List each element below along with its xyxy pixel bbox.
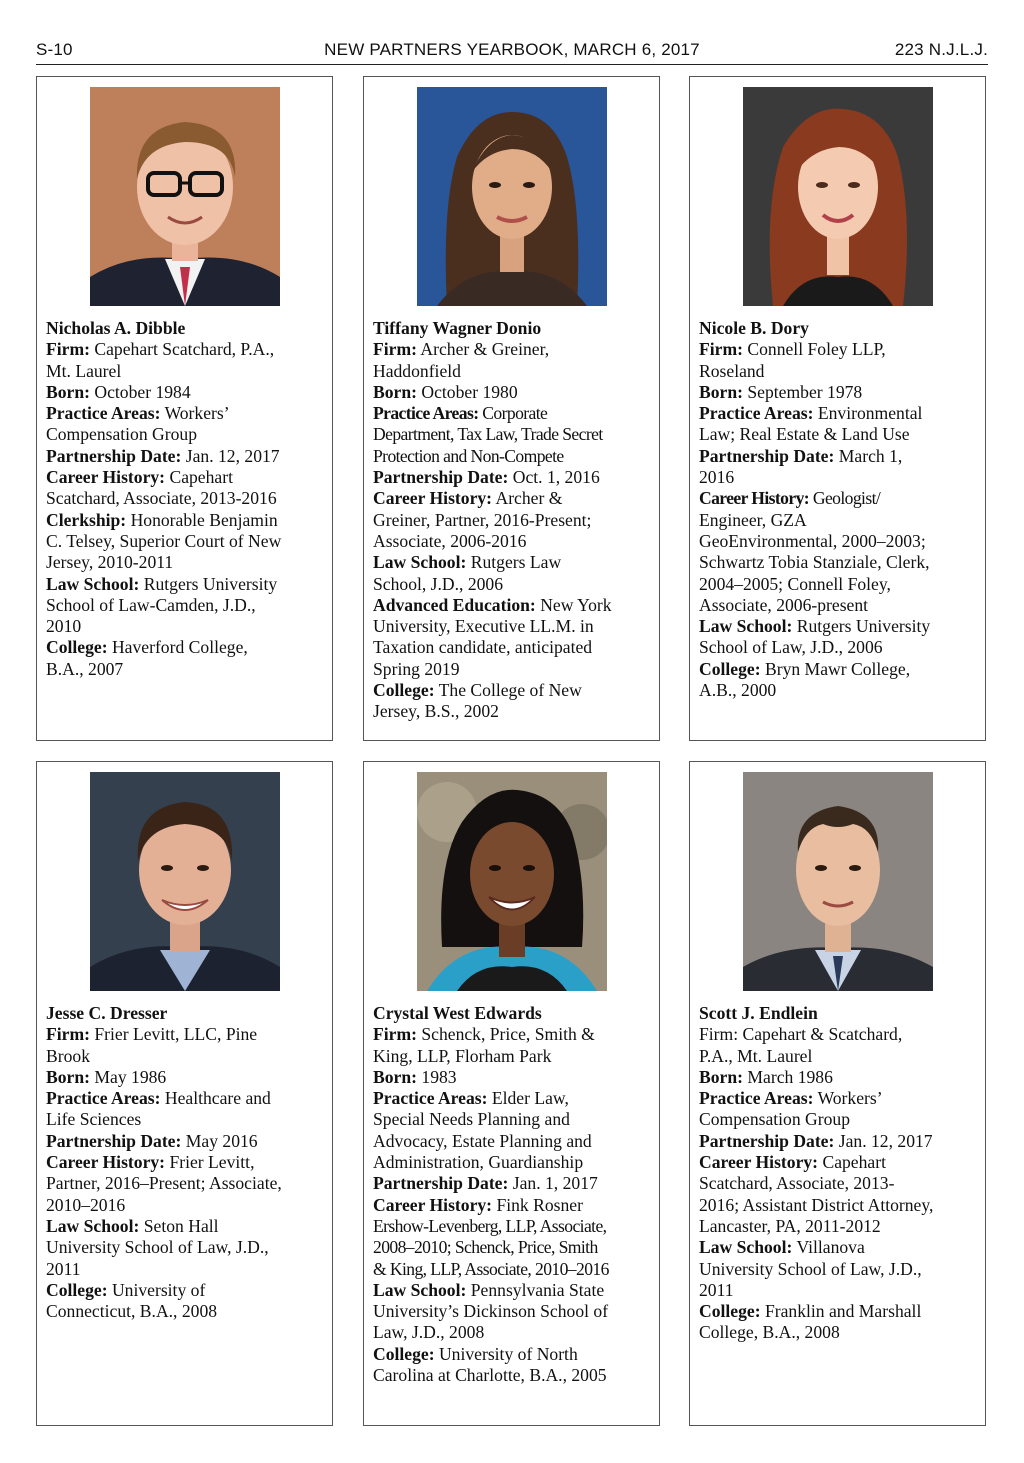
partner-name: Scott J. Endlein [699, 1003, 818, 1023]
field-value: School of Law, J.D., 2006 [699, 637, 883, 658]
field-label: Firm: [373, 1024, 417, 1045]
partner-name: Jesse C. Dresser [46, 1003, 168, 1023]
field-value: Jersey, 2010-2011 [46, 552, 174, 573]
bio-line [699, 595, 979, 616]
field-value: Workers’ [817, 1088, 883, 1109]
field-label: Law School: [373, 552, 467, 573]
bio-line [46, 403, 326, 424]
field-label: Firm: [46, 339, 90, 360]
bio-line [373, 595, 653, 616]
field-label: Law School: [699, 1237, 793, 1258]
bio-line [373, 1173, 653, 1194]
bio-line [373, 1046, 653, 1067]
field-label: Practice Areas: [373, 1088, 488, 1109]
bio-line [373, 1088, 653, 1109]
bio-line [699, 488, 979, 509]
field-value: Seton Hall [143, 1215, 219, 1236]
field-label: Born: [373, 381, 417, 402]
portrait-photo [417, 87, 607, 306]
bio-line [699, 659, 979, 680]
field-value: Law, J.D., 2008 [373, 1322, 485, 1343]
field-label: Firm: [699, 339, 743, 360]
field-value: Haddonfield [373, 360, 461, 381]
field-value: October 1984 [94, 381, 191, 402]
field-value: 1983 [421, 1066, 457, 1087]
partner-card [36, 76, 333, 741]
partner-bio [373, 1003, 653, 1386]
field-value: Compensation Group [46, 424, 197, 445]
field-value: Pennsylvania State [470, 1279, 605, 1300]
bio-line [373, 1280, 653, 1301]
portrait-photo [90, 87, 280, 306]
bio-line [373, 531, 653, 552]
field-label: College: [373, 680, 435, 701]
bio-line [373, 467, 653, 488]
field-label: College: [46, 637, 108, 658]
bio-line [699, 1109, 979, 1130]
bio-line [46, 1131, 326, 1152]
field-label: Partnership Date: [46, 445, 182, 466]
bio-line [373, 1024, 653, 1045]
bio-line [699, 1216, 979, 1237]
field-label: Born: [699, 1066, 743, 1087]
field-value: B.A., 2007 [46, 658, 124, 679]
bio-line [699, 510, 979, 531]
bio-line [373, 701, 653, 722]
field-value: Law; Real Estate & Land Use [699, 424, 910, 445]
bio-line [373, 616, 653, 637]
bio-line [46, 1152, 326, 1173]
bio-line [699, 616, 979, 637]
bio-line [373, 403, 653, 424]
field-value: P.A., Mt. Laurel [699, 1045, 813, 1066]
bio-line [46, 616, 326, 637]
field-label: Career History: [46, 1152, 166, 1173]
field-label: Law School: [373, 1279, 467, 1300]
field-value: Rutgers University [143, 573, 278, 594]
bio-line [699, 1280, 979, 1301]
field-value: 2016; Assistant District Attorney, [699, 1194, 934, 1215]
field-value: Partner, 2016–Present; Associate, [46, 1173, 282, 1194]
field-value: Compensation Group [699, 1109, 850, 1130]
field-label: Partnership Date: [373, 1173, 509, 1194]
bio-line [46, 1024, 326, 1045]
bio-line [373, 1259, 653, 1280]
partner-bio [46, 318, 326, 680]
field-value: Roseland [699, 360, 765, 381]
field-value: 2011 [46, 1258, 81, 1279]
bio-line [46, 382, 326, 403]
bio-line [699, 1237, 979, 1258]
field-value: Honorable Benjamin [130, 509, 278, 530]
bio-line [699, 1024, 979, 1045]
field-value: University, Executive LL.M. in [373, 616, 594, 637]
bio-line [46, 531, 326, 552]
field-value: University’s Dickinson School of [373, 1301, 609, 1322]
field-value: Greiner, Partner, 2016-Present; [373, 509, 592, 530]
bio-line [46, 467, 326, 488]
bio-line [699, 1195, 979, 1216]
bio-line [699, 424, 979, 445]
page-number: S-10 [36, 40, 73, 59]
field-label: Firm: [373, 339, 417, 360]
field-value: Associate, 2006-2016 [373, 530, 527, 551]
field-value: University of North [438, 1343, 578, 1364]
partner-bio [699, 318, 979, 701]
bio-line [373, 382, 653, 403]
field-label: Practice Areas: [699, 1088, 814, 1109]
bio-line [46, 1173, 326, 1194]
field-value: Engineer, GZA [699, 509, 807, 530]
bio-line [373, 1195, 653, 1216]
field-value: September 1978 [747, 381, 863, 402]
field-value: Haverford College, [111, 637, 248, 658]
portrait-photo [743, 87, 933, 306]
field-label: Career History: [699, 1152, 819, 1173]
field-value: School of Law-Camden, J.D., [46, 594, 256, 615]
field-value: Jersey, B.S., 2002 [373, 701, 499, 722]
field-value: Archer & Greiner, [420, 339, 550, 360]
field-value: Associate, 2006-present [699, 594, 869, 615]
field-value: Fink Rosner [496, 1194, 583, 1215]
bio-line [373, 680, 653, 701]
bio-line [46, 1216, 326, 1237]
field-value: Villanova [796, 1237, 865, 1258]
partner-card [689, 761, 986, 1426]
field-label: Law School: [46, 1215, 140, 1236]
bio-line [699, 361, 979, 382]
bio-line [46, 510, 326, 531]
field-label: Firm: [46, 1024, 90, 1045]
field-value: & King, LLP, Associate, 2010–2016 [373, 1258, 609, 1279]
bio-line [46, 552, 326, 573]
field-value: Protection and Non-Compete [373, 445, 564, 466]
field-label: Born: [46, 381, 90, 402]
field-value: King, LLP, Florham Park [373, 1045, 552, 1066]
bio-line [46, 574, 326, 595]
field-value: University School of Law, J.D., [46, 1237, 269, 1258]
field-label: Partnership Date: [373, 467, 509, 488]
field-value: Schenck, Price, Smith & [421, 1024, 595, 1045]
field-label: Career History: [46, 467, 166, 488]
bio-line [46, 339, 326, 360]
field-value: Lancaster, PA, 2011-2012 [699, 1215, 881, 1236]
bio-line [699, 574, 979, 595]
bio-line [373, 361, 653, 382]
field-value: Environmental [817, 403, 923, 424]
field-value: Jan. 12, 2017 [838, 1130, 933, 1151]
field-value: Capehart Scatchard, P.A., [94, 339, 275, 360]
field-label: Born: [46, 1066, 90, 1087]
bio-line [699, 467, 979, 488]
bio-line [46, 1088, 326, 1109]
field-value: Life Sciences [46, 1109, 142, 1130]
bio-line [699, 680, 979, 701]
bio-line [373, 1216, 653, 1237]
field-value: Archer & [495, 488, 563, 509]
bio-line [699, 1322, 979, 1343]
bio-line [699, 637, 979, 658]
field-label: Law School: [46, 573, 140, 594]
portrait-photo [417, 772, 607, 991]
field-label: Career History: [373, 488, 493, 509]
field-value: Healthcare and [164, 1088, 271, 1109]
field-value: March 1986 [747, 1066, 833, 1087]
bio-line [373, 659, 653, 680]
partner-name: Crystal West Edwards [373, 1003, 542, 1023]
bio-line [699, 1067, 979, 1088]
field-label: Practice Areas: [46, 403, 161, 424]
bio-line [46, 1237, 326, 1258]
field-label: College: [46, 1279, 108, 1300]
field-value: Department, Tax Law, Trade Secret [373, 424, 603, 445]
field-label: Practice Areas: [46, 1088, 161, 1109]
bio-line [373, 1152, 653, 1173]
field-value: Connell Foley LLP, [747, 339, 886, 360]
field-label: Career History: [699, 488, 810, 509]
journal-citation: 223 N.J.L.J. [894, 40, 988, 59]
partner-card [36, 761, 333, 1426]
bio-line [699, 1131, 979, 1152]
field-value: Corporate [482, 403, 548, 424]
bio-line [373, 510, 653, 531]
field-label: College: [373, 1343, 435, 1364]
bio-line [699, 1259, 979, 1280]
field-value: Firm: Capehart & Scatchard, [699, 1024, 903, 1045]
bio-line [373, 1131, 653, 1152]
bio-line [46, 1067, 326, 1088]
bio-line [699, 1046, 979, 1067]
field-label: College: [699, 658, 761, 679]
field-value: Rutgers Law [470, 552, 562, 573]
field-value: Taxation candidate, anticipated [373, 637, 593, 658]
partner-name: Nicholas A. Dibble [46, 318, 186, 338]
field-value: May 2016 [185, 1130, 258, 1151]
bio-line [699, 403, 979, 424]
partner-bio [373, 318, 653, 723]
field-value: Bryn Mawr College, [764, 658, 911, 679]
bio-line [373, 1322, 653, 1343]
field-value: Frier Levitt, LLC, Pine [94, 1024, 258, 1045]
bio-line [46, 488, 326, 509]
bio-line [46, 1046, 326, 1067]
bio-line [699, 531, 979, 552]
field-label: Born: [699, 381, 743, 402]
field-value: Administration, Guardianship [373, 1152, 584, 1173]
bio-line [373, 1344, 653, 1365]
field-value: GeoEnvironmental, 2000–2003; [699, 530, 926, 551]
bio-line [46, 637, 326, 658]
bio-line [699, 1173, 979, 1194]
bio-line [46, 659, 326, 680]
field-label: Born: [373, 1066, 417, 1087]
field-value: School, J.D., 2006 [373, 573, 504, 594]
bio-line [46, 1259, 326, 1280]
bio-line [699, 1088, 979, 1109]
bio-line [373, 1237, 653, 1258]
bio-line [699, 446, 979, 467]
field-value: Jan. 1, 2017 [512, 1173, 598, 1194]
bio-line [373, 446, 653, 467]
field-value: Spring 2019 [373, 658, 460, 679]
field-value: Elder Law, [491, 1088, 569, 1109]
bio-line [373, 424, 653, 445]
field-value: May 1986 [94, 1066, 167, 1087]
field-label: College: [699, 1301, 761, 1322]
bio-line [46, 1280, 326, 1301]
field-label: Advanced Education: [373, 594, 536, 615]
field-value: College, B.A., 2008 [699, 1322, 840, 1343]
field-value: 2011 [699, 1279, 734, 1300]
field-label: Partnership Date: [699, 1130, 835, 1151]
field-value: A.B., 2000 [699, 680, 777, 701]
field-value: Mt. Laurel [46, 360, 122, 381]
bio-line [373, 1067, 653, 1088]
publication-title: NEW PARTNERS YEARBOOK, MARCH 6, 2017 [324, 40, 700, 59]
partner-card [363, 761, 660, 1426]
field-value: 2010–2016 [46, 1194, 126, 1215]
field-value: Schwartz Tobia Stanziale, Clerk, [699, 552, 930, 573]
bio-line [373, 1109, 653, 1130]
bio-line [699, 552, 979, 573]
partner-card [689, 76, 986, 741]
field-value: Scatchard, Associate, 2013- [699, 1173, 895, 1194]
bio-line [699, 1301, 979, 1322]
bio-line [373, 637, 653, 658]
partner-bio [699, 1003, 979, 1344]
bio-line [46, 595, 326, 616]
partner-name: Nicole B. Dory [699, 318, 809, 338]
field-value: Advocacy, Estate Planning and [373, 1130, 592, 1151]
field-value: October 1980 [421, 381, 518, 402]
partner-card [363, 76, 660, 741]
field-value: Rutgers University [796, 616, 931, 637]
field-value: 2010 [46, 616, 82, 637]
field-value: Franklin and Marshall [764, 1301, 922, 1322]
field-value: Scatchard, Associate, 2013-2016 [46, 488, 277, 509]
field-value: Jan. 12, 2017 [185, 445, 280, 466]
field-value: Connecticut, B.A., 2008 [46, 1301, 218, 1322]
bio-line [699, 1152, 979, 1173]
field-value: Workers’ [164, 403, 230, 424]
field-value: 2004–2005; Connell Foley, [699, 573, 891, 594]
bio-line [46, 361, 326, 382]
bio-line [373, 574, 653, 595]
field-value: Geologist/ [812, 488, 881, 509]
page-header [36, 38, 988, 65]
bio-line [46, 446, 326, 467]
field-label: Law School: [699, 616, 793, 637]
field-value: 2008–2010; Schenck, Price, Smith [373, 1237, 598, 1258]
portrait-photo [743, 772, 933, 991]
field-value: New York [540, 594, 612, 615]
field-label: Practice Areas: [373, 403, 479, 424]
field-value: Oct. 1, 2016 [512, 467, 600, 488]
field-value: Brook [46, 1045, 90, 1066]
field-label: Career History: [373, 1194, 493, 1215]
bio-line [373, 552, 653, 573]
field-value: C. Telsey, Superior Court of New [46, 530, 282, 551]
field-value: Ershow-Levenberg, LLP, Associate, [373, 1215, 607, 1236]
bio-line [373, 488, 653, 509]
bio-line [373, 339, 653, 360]
field-label: Practice Areas: [699, 403, 814, 424]
bio-line [46, 1195, 326, 1216]
field-value: 2016 [699, 467, 735, 488]
field-value: March 1, [838, 445, 903, 466]
field-label: Partnership Date: [699, 445, 835, 466]
field-value: Carolina at Charlotte, B.A., 2005 [373, 1365, 607, 1386]
field-value: Capehart [822, 1152, 886, 1173]
bio-line [699, 382, 979, 403]
field-label: Partnership Date: [46, 1130, 182, 1151]
bio-line [373, 1365, 653, 1386]
field-value: Frier Levitt, [169, 1152, 255, 1173]
partner-bio [46, 1003, 326, 1322]
bio-line [46, 424, 326, 445]
bio-line [373, 1301, 653, 1322]
field-value: The College of New [438, 680, 582, 701]
bio-line [46, 1109, 326, 1130]
portrait-photo [90, 772, 280, 991]
bio-line [46, 1301, 326, 1322]
partner-name: Tiffany Wagner Donio [373, 318, 542, 338]
field-value: Capehart [169, 467, 233, 488]
bio-line [699, 339, 979, 360]
field-value: University of [111, 1279, 206, 1300]
field-value: Special Needs Planning and [373, 1109, 570, 1130]
field-label: Clerkship: [46, 509, 127, 530]
field-value: University School of Law, J.D., [699, 1258, 922, 1279]
